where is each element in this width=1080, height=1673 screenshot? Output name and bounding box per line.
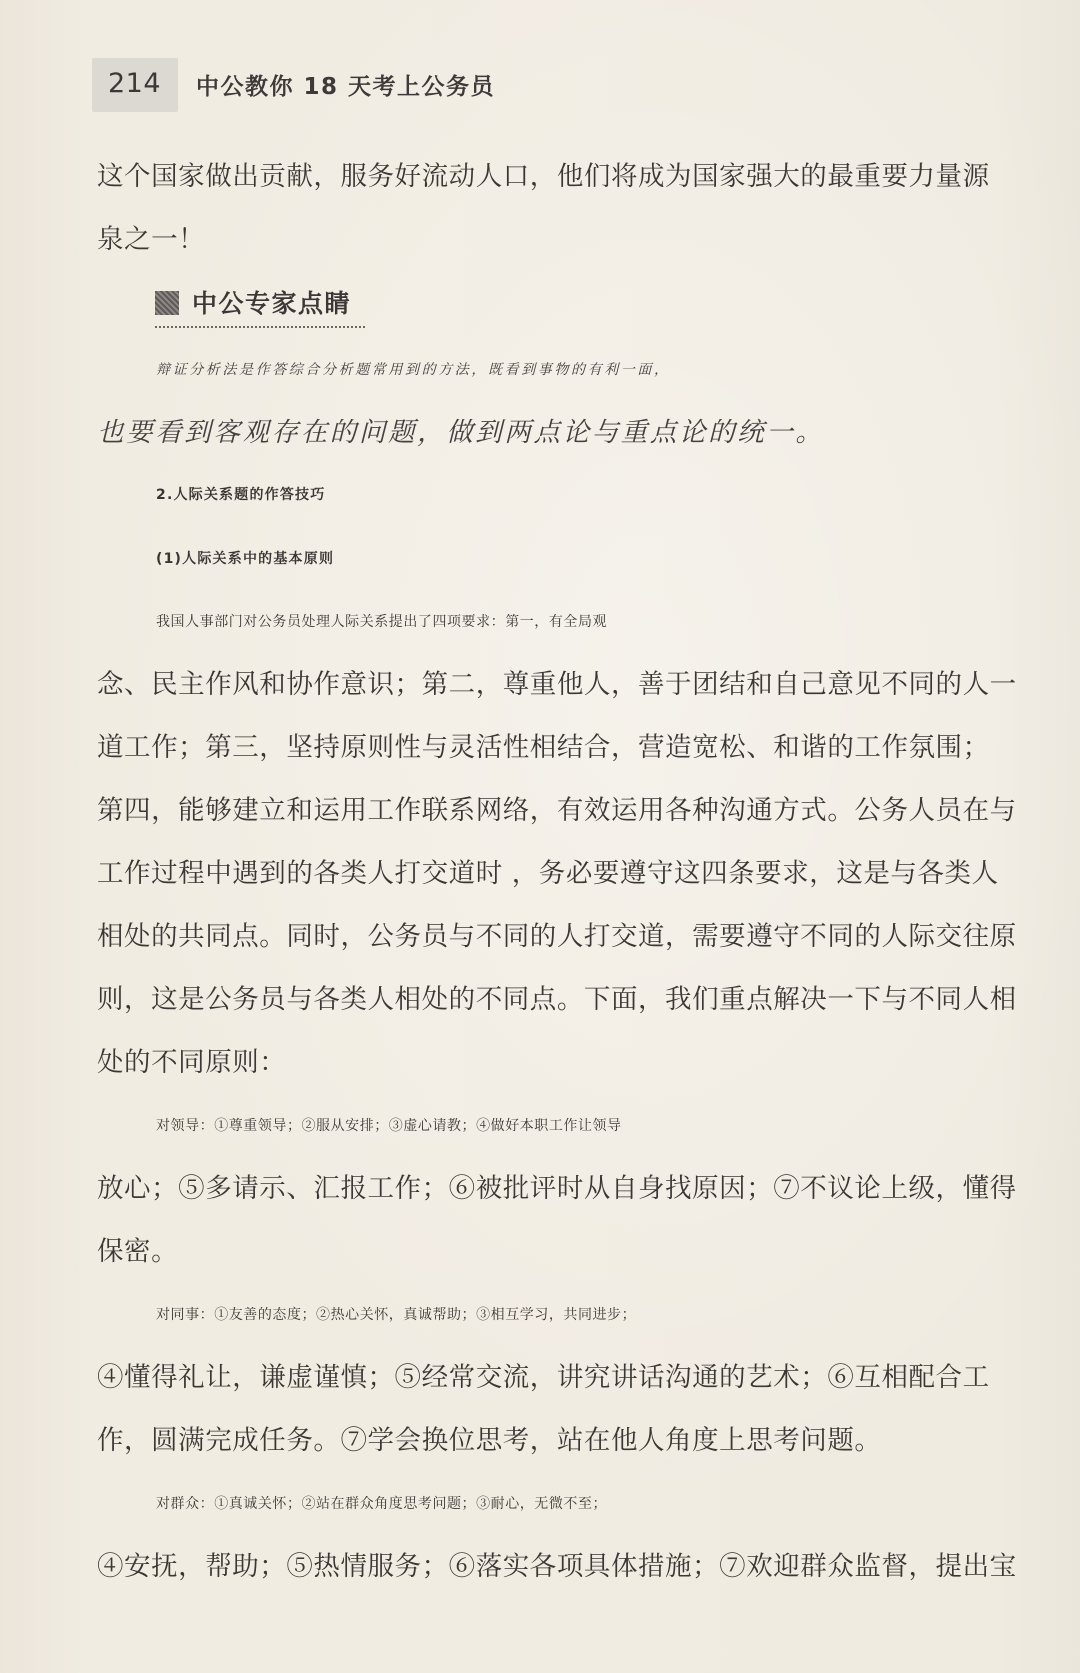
page-number: 214	[108, 68, 162, 99]
paragraph-line: 则，这是公务员与各类人相处的不同点。下面，我们重点解决一下与不同人相	[97, 984, 1017, 1015]
paragraph-line: 念、民主作风和协作意识；第二，尊重他人，善于团结和自己意见不同的人一	[97, 669, 1017, 700]
paragraph-line: 相处的共同点。同时，公务员与不同的人打交道，需要遵守不同的人际交往原	[97, 921, 1017, 952]
colleagues-line: 对同事：①友善的态度；②热心关怀，真诚帮助；③相互学习，共同进步；	[156, 1307, 637, 1323]
page-number-box	[92, 58, 178, 112]
masses-line: 对群众：①真诚关怀；②站在群众角度思考问题；③耐心，无微不至；	[156, 1496, 608, 1512]
colleagues-line: ④懂得礼让，谦虚谨慎；⑤经常交流，讲究讲话沟通的艺术；⑥互相配合工	[97, 1362, 990, 1393]
expert-tip-line: 也要看到客观存在的问题，做到两点论与重点论的统一。	[97, 417, 825, 448]
paragraph-line: 第四，能够建立和运用工作联系网络，有效运用各种沟通方式。公务人员在与	[97, 795, 1017, 826]
square-bullet-icon	[155, 291, 179, 315]
paragraph-line: 道工作；第三，坚持原则性与灵活性相结合，营造宽松、和谐的工作氛围；	[97, 732, 990, 763]
leaders-line: 对领导：①尊重领导；②服从安排；③虚心请教；④做好本职工作让领导	[156, 1118, 622, 1134]
paragraph-line: 工作过程中遇到的各类人打交道时 ，务必要遵守这四条要求，这是与各类人	[97, 858, 999, 889]
running-title: 中公教你 18 天考上公务员	[196, 74, 496, 100]
leaders-line: 放心；⑤多请示、汇报工作；⑥被批评时从自身找原因；⑦不议论上级，懂得	[97, 1173, 1017, 1204]
leaders-line: 保密。	[97, 1236, 179, 1267]
paragraph-line: 处的不同原则：	[97, 1047, 287, 1078]
body-line: 这个国家做出贡献，服务好流动人口，他们将成为国家强大的最重要力量源	[97, 161, 990, 192]
expert-tip-label: 中公专家点睛	[192, 289, 352, 318]
colleagues-line: 作，圆满完成任务。⑦学会换位思考，站在他人角度上思考问题。	[97, 1425, 882, 1456]
body-line: 泉之一！	[97, 224, 206, 255]
masses-line: ④安抚，帮助；⑤热情服务；⑥落实各项具体措施；⑦欢迎群众监督，提出宝	[97, 1551, 1017, 1582]
expert-tip-line: 辩证分析法是作答综合分析题常用到的方法，既看到事物的有利一面，	[156, 362, 671, 378]
section-heading: 2.人际关系题的作答技巧	[156, 487, 326, 503]
page-header	[92, 58, 992, 112]
expert-tip-heading	[155, 282, 365, 328]
paragraph-line: 我国人事部门对公务员处理人际关系提出了四项要求：第一，有全局观	[156, 614, 608, 630]
subsection-heading: (1)人际关系中的基本原则	[156, 551, 335, 567]
